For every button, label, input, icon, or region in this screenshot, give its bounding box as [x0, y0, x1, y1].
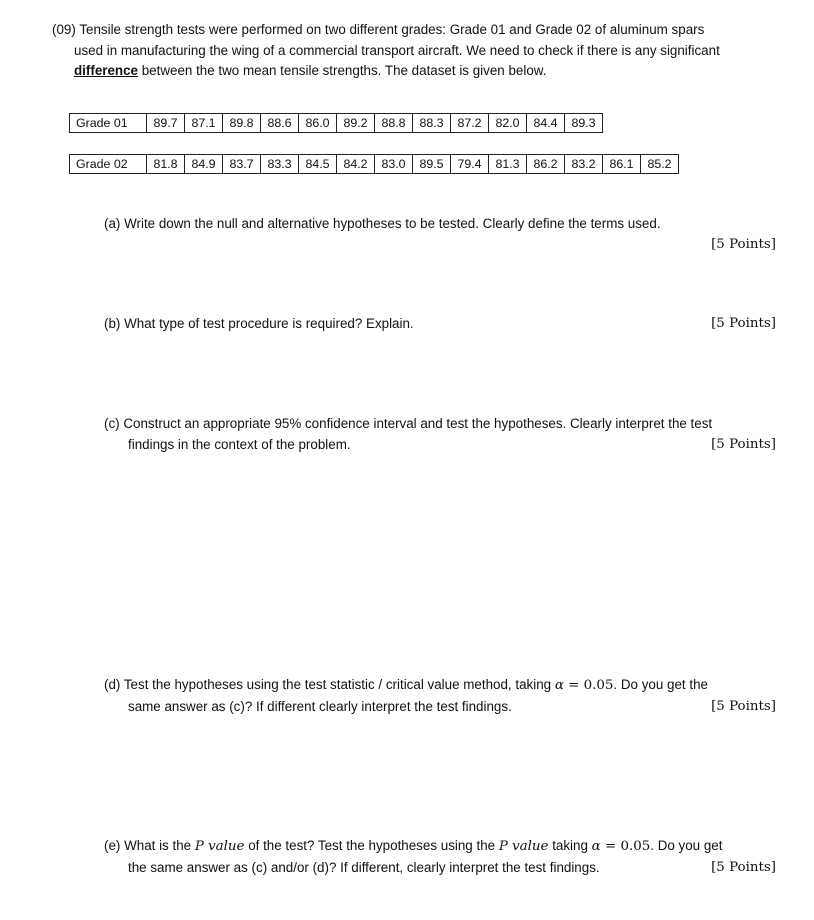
table-cell: 87.1: [185, 114, 223, 133]
table-cell: 83.7: [223, 155, 261, 174]
intro-tail: between the two mean tensile strengths. The dataset is given below.: [138, 63, 547, 78]
table-cell: 88.6: [261, 114, 299, 133]
table-cell: 89.5: [413, 155, 451, 174]
part-d-text-2: same answer as (c)? If different clearly interpret the test findings.: [128, 699, 512, 714]
part-b-line-1: [104, 313, 776, 334]
part-e-text-post: . Do you get: [650, 838, 723, 853]
table-cell: 82.0: [489, 114, 527, 133]
part-e-label: (e): [104, 838, 121, 853]
part-c-line-1: [104, 413, 776, 434]
part-c-text-2: findings in the context of the problem.: [128, 437, 351, 452]
p-value-term-2: P value: [498, 839, 549, 854]
emphasis-difference: difference: [74, 63, 138, 78]
question-number: (09): [52, 22, 76, 37]
intro-line-2: used in manufacturing the wing of a commercial transport aircraft. We need to check if there is any significant: [74, 42, 720, 58]
alpha-value: 0.05: [583, 678, 614, 693]
table-cell: 84.9: [185, 155, 223, 174]
grade-01-table: [69, 113, 603, 133]
p-value-term-1: P value: [194, 839, 245, 854]
part-e-text-2: the same answer as (c) and/or (d)? If different, clearly interpret the test findings.: [128, 860, 600, 875]
part-d-line-1: [104, 674, 776, 696]
part-a: [104, 213, 776, 255]
table-cell: 79.4: [451, 155, 489, 174]
part-e-text-mid1: of the test? Test the hypotheses using the: [244, 838, 499, 853]
part-d-text-post: . Do you get the: [613, 677, 708, 692]
table-cell: 87.2: [451, 114, 489, 133]
alpha-value: 0.05: [620, 839, 651, 854]
table-cell: 84.4: [527, 114, 565, 133]
table-cell: 86.2: [527, 155, 565, 174]
part-e-line-2: [104, 857, 776, 878]
table-cell: 83.2: [565, 155, 603, 174]
part-d-label: (d): [104, 677, 121, 692]
part-a-text: Write down the null and alternative hypotheses to be tested. Clearly define the terms used.: [124, 216, 661, 231]
alpha-symbol: α: [554, 678, 564, 693]
part-b-points: [5 Points]: [711, 316, 776, 331]
part-e-points: [5 Points]: [711, 860, 776, 875]
part-e-line-1: [104, 835, 776, 857]
part-c-points: [5 Points]: [711, 437, 776, 452]
part-a-points: [5 Points]: [711, 237, 776, 252]
table-cell: 86.1: [603, 155, 641, 174]
question-intro: [52, 20, 780, 82]
part-c-line-2: [104, 434, 776, 455]
part-d: [104, 674, 776, 717]
part-b-text: What type of test procedure is required? Explain.: [124, 316, 414, 331]
table-cell: 89.3: [565, 114, 603, 133]
table-cell: 88.3: [413, 114, 451, 133]
equals-sign: =: [600, 839, 621, 854]
table-cell: 84.5: [299, 155, 337, 174]
table-cell: 89.2: [337, 114, 375, 133]
part-e-text-mid2: taking: [548, 838, 592, 853]
part-c-label: (c): [104, 416, 120, 431]
table-cell: 83.3: [261, 155, 299, 174]
part-b-label: (b): [104, 316, 121, 331]
grade-01-label: Grade 01: [70, 114, 147, 133]
table-cell: 86.0: [299, 114, 337, 133]
table-row: [70, 155, 679, 174]
part-e-text-pre: What is the: [124, 838, 195, 853]
part-b: [104, 313, 776, 334]
part-e: [104, 835, 776, 878]
part-c-text-1: Construct an appropriate 95% confidence interval and test the hypotheses. Clearly interpret the test: [123, 416, 713, 431]
table-cell: 89.7: [147, 114, 185, 133]
table-row: [70, 114, 603, 133]
table-cell: 83.0: [375, 155, 413, 174]
grade-02-table: [69, 154, 679, 174]
part-a-line-1: [104, 213, 776, 234]
intro-text-1: Tensile strength tests were performed on two different grades: Grade 01 and Grade 02 of aluminum spars: [79, 22, 705, 37]
intro-line-3: [52, 61, 780, 82]
table-cell: 89.8: [223, 114, 261, 133]
part-a-label: (a): [104, 216, 121, 231]
table-cell: 81.8: [147, 155, 185, 174]
table-cell: 84.2: [337, 155, 375, 174]
part-d-line-2: [104, 696, 776, 717]
part-d-text-pre: Test the hypotheses using the test statistic / critical value method, taking: [123, 677, 555, 692]
intro-line-1: [52, 20, 780, 41]
equals-sign: =: [563, 678, 584, 693]
table-cell: 85.2: [641, 155, 679, 174]
grade-02-label: Grade 02: [70, 155, 147, 174]
part-d-points: [5 Points]: [711, 699, 776, 714]
alpha-symbol: α: [591, 839, 601, 854]
part-c: [104, 413, 776, 455]
table-cell: 81.3: [489, 155, 527, 174]
table-cell: 88.8: [375, 114, 413, 133]
